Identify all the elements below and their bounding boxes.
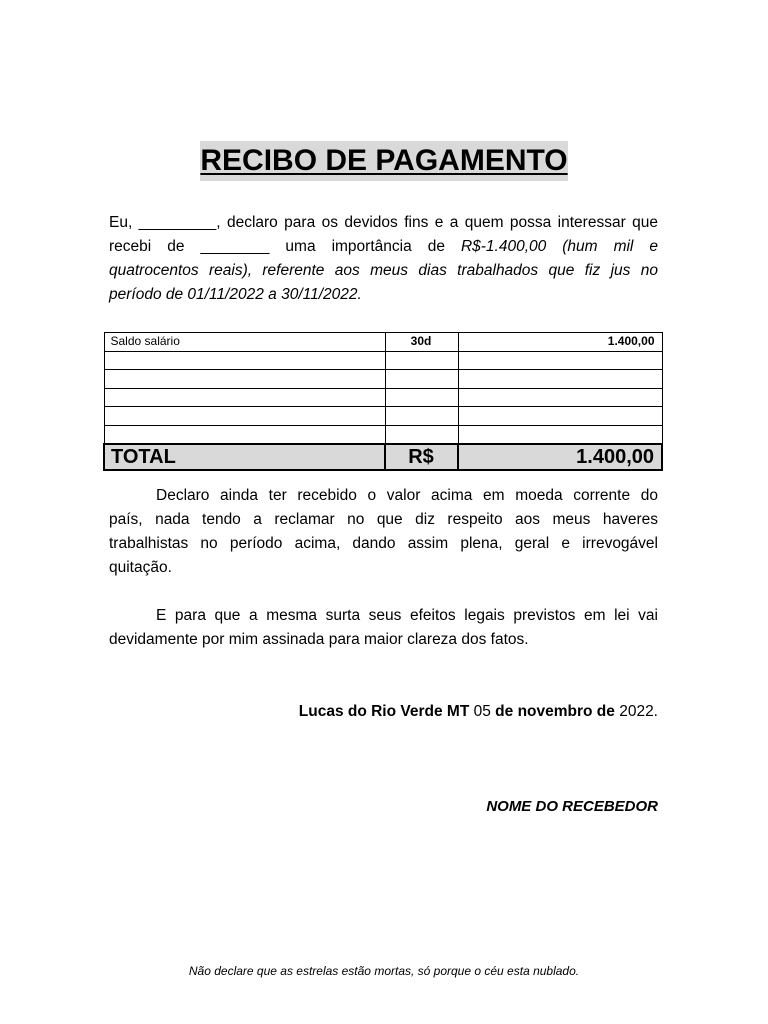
- table-cell-description: [104, 388, 385, 407]
- paragraph-line: trabalhistas no período acima, dando assim plena, geral e irrevogável: [109, 535, 658, 552]
- signature-name: NOME DO RECEBEDOR: [486, 798, 658, 815]
- table-cell-amount: [458, 407, 662, 426]
- paragraph-line: [109, 235, 658, 259]
- table-cell-amount: [458, 425, 662, 444]
- table-cell-quantity: [385, 407, 458, 426]
- table-cell-description: [104, 351, 385, 370]
- table-row: [104, 425, 662, 444]
- paragraph-closing: [109, 604, 658, 652]
- footer-quote: Não declare que as estrelas estão mortas, só porque o céu esta nublado.: [188, 964, 580, 978]
- date-month: de novembro de: [495, 703, 620, 720]
- total-currency: R$: [385, 444, 458, 470]
- table-cell-amount: 1.400,00: [458, 333, 662, 352]
- payment-table: [103, 332, 663, 471]
- table-cell-description: [104, 370, 385, 389]
- table-row: [104, 351, 662, 370]
- paragraph-text: Eu, _________, declaro para os devidos fins e a quem possa interessar que: [109, 214, 658, 231]
- receipt-title: RECIBO DE PAGAMENTO: [200, 141, 567, 181]
- place-name: Lucas do Rio Verde MT: [298, 703, 474, 720]
- table-row: [104, 333, 662, 352]
- table-row: [104, 370, 662, 389]
- paragraph-text: recebi de ________ uma importância de: [109, 238, 461, 255]
- table-cell-description: [104, 407, 385, 426]
- table-cell-quantity: [385, 351, 458, 370]
- date-year: 2022.: [619, 703, 658, 720]
- total-row: [104, 444, 662, 470]
- date-day: 05: [473, 703, 496, 720]
- total-amount: 1.400,00: [458, 444, 662, 470]
- table-cell-amount: [458, 351, 662, 370]
- total-label: TOTAL: [104, 444, 385, 470]
- title-row: [0, 141, 768, 181]
- table-cell-description: Saldo salário: [104, 333, 385, 352]
- paragraph-intro: [109, 211, 658, 307]
- table-cell-quantity: 30d: [385, 333, 458, 352]
- paragraph-line: [109, 259, 658, 283]
- paragraph-line: devidamente por mim assinada para maior clareza dos fatos.: [109, 631, 529, 648]
- paragraph-line: E para que a mesma surta seus efeitos legais previstos em lei vai: [156, 607, 658, 624]
- paragraph-amount-text: quatrocentos reais), referente aos meus dias trabalhados que fiz jus no: [109, 262, 658, 279]
- table-cell-amount: [458, 370, 662, 389]
- place-date: [109, 700, 658, 724]
- table-cell-quantity: [385, 370, 458, 389]
- paragraph-line: Declaro ainda ter recebido o valor acima em moeda corrente do: [156, 487, 658, 504]
- table-row: [104, 388, 662, 407]
- paragraph-line: [109, 283, 658, 307]
- table-row: [104, 407, 662, 426]
- table-cell-description: [104, 425, 385, 444]
- paragraph-amount-text: R$-1.400,00 (hum mil e: [460, 238, 658, 255]
- table-cell-amount: [458, 388, 662, 407]
- paragraph-line: quitação.: [109, 559, 172, 576]
- table-cell-quantity: [385, 425, 458, 444]
- paragraph-line: país, nada tendo a reclamar no que diz respeito aos meus haveres: [109, 511, 658, 528]
- paragraph-period-text: período de 01/11/2022 a 30/11/2022.: [109, 286, 362, 303]
- paragraph-line: [109, 211, 658, 235]
- paragraph-declaration: [109, 484, 658, 580]
- table-cell-quantity: [385, 388, 458, 407]
